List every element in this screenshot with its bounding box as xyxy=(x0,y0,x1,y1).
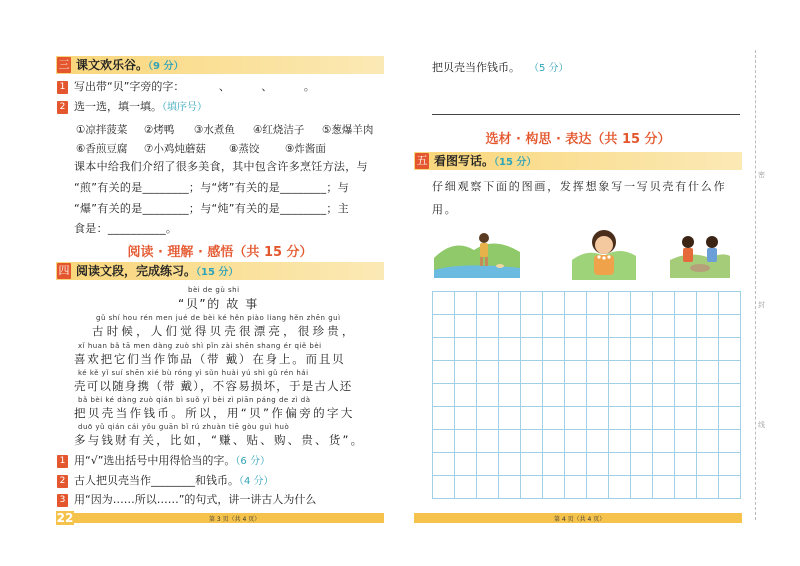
grid-cell[interactable] xyxy=(696,360,719,384)
left-footer-bar xyxy=(74,513,384,523)
grid-cell[interactable] xyxy=(696,291,719,315)
grid-cell[interactable] xyxy=(608,291,631,315)
story-line: 壳可以随身携（带 戴），不容易损坏，于是古人还 xyxy=(74,379,353,393)
grid-cell[interactable] xyxy=(454,429,477,453)
grid-cell[interactable] xyxy=(696,429,719,453)
instruction-line: 用。 xyxy=(432,203,458,216)
grid-cell[interactable] xyxy=(454,383,477,407)
food-option: ③水煮鱼 xyxy=(194,124,235,136)
paragraph-line: “煎”有关的是________；与“烤”有关的是________；与 xyxy=(74,181,349,194)
story-pinyin: ké kě yǐ suí shēn xié bù róng yì sǔn huài yú shì gǔ rén hái xyxy=(78,369,309,377)
story-line: 喜欢把它们当作饰品（带 戴）在身上。而且贝 xyxy=(74,352,346,366)
paragraph-line: “爆”有关的是________；与“炖”有关的是________；主 xyxy=(74,202,349,215)
story-title-pinyin: bèi de gù shi xyxy=(188,286,240,294)
grid-cell[interactable] xyxy=(674,452,697,476)
grid-cell[interactable] xyxy=(432,383,455,407)
grid-cell[interactable] xyxy=(454,337,477,361)
writing-banner: 选材 · 构思 · 表达（共 15 分） xyxy=(485,132,671,147)
r2-number: 2 xyxy=(57,475,68,488)
instruction-line: 仔细观察下面的图画，发挥想象写一写贝壳有什么作 xyxy=(432,180,727,193)
grid-cell[interactable] xyxy=(476,360,499,384)
grid-cell[interactable] xyxy=(608,314,631,338)
seal-mark: 封 xyxy=(758,301,765,309)
q1-blanks: 、 、 。 xyxy=(218,80,329,93)
q2-prompt: 选一选，填一填。 xyxy=(74,100,162,113)
picture-children-trading xyxy=(670,230,730,278)
grid-cell[interactable] xyxy=(498,429,521,453)
grid-cell[interactable] xyxy=(564,452,587,476)
grid-cell[interactable] xyxy=(476,383,499,407)
grid-cell[interactable] xyxy=(608,337,631,361)
grid-cell[interactable] xyxy=(498,337,521,361)
r2-score: （4 分） xyxy=(239,476,274,487)
grid-cell[interactable] xyxy=(542,291,565,315)
grid-cell[interactable] xyxy=(432,360,455,384)
story-title: “贝”的 故 事 xyxy=(178,297,259,311)
r1-score: （6 分） xyxy=(235,456,270,467)
r2-prompt: 古人把贝壳当作________和钱币。 xyxy=(74,474,239,487)
grid-cell[interactable] xyxy=(564,360,587,384)
grid-cell[interactable] xyxy=(674,475,697,499)
food-option: ⑦小鸡炖蘑菇 xyxy=(144,143,206,155)
food-option: ④红烧洁子 xyxy=(253,124,305,136)
story-pinyin: xǐ huan bǎ tā men dàng zuò shì pǐn zài shēn shang ér qiě bèi xyxy=(78,342,322,350)
grid-cell[interactable] xyxy=(674,360,697,384)
paragraph-line: 课本中给我们介绍了很多美食，其中包含许多烹饪方法，与 xyxy=(74,160,368,173)
paragraph-line: 食是：__________。 xyxy=(74,222,178,235)
grid-cell[interactable] xyxy=(454,475,477,499)
grid-cell[interactable] xyxy=(564,475,587,499)
grid-cell[interactable] xyxy=(674,406,697,430)
grid-cell[interactable] xyxy=(674,429,697,453)
right-footer-text: 第 4 页（共 4 页） xyxy=(554,516,606,523)
grid-cell[interactable] xyxy=(564,314,587,338)
grid-cell[interactable] xyxy=(718,452,741,476)
writing-grid[interactable] xyxy=(432,291,742,508)
section-4-score: （15 分） xyxy=(196,267,239,278)
grid-cell[interactable] xyxy=(476,452,499,476)
food-option: ⑨炸酱面 xyxy=(285,143,326,155)
picture-child-beach xyxy=(434,228,520,278)
grid-cell[interactable] xyxy=(652,360,675,384)
q1-text xyxy=(74,80,329,94)
grid-cell[interactable] xyxy=(542,429,565,453)
grid-cell[interactable] xyxy=(476,337,499,361)
grid-cell[interactable] xyxy=(586,337,609,361)
grid-cell[interactable] xyxy=(630,429,653,453)
grid-cell[interactable] xyxy=(652,406,675,430)
grid-cell[interactable] xyxy=(520,452,543,476)
grid-cell[interactable] xyxy=(674,314,697,338)
section-4-title: 阅读文段，完成练习。 xyxy=(76,264,197,278)
reading-banner: 阅读 · 理解 · 感悟（共 15 分） xyxy=(127,245,313,260)
grid-cell[interactable] xyxy=(652,429,675,453)
grid-cell[interactable] xyxy=(432,314,455,338)
grid-cell[interactable] xyxy=(454,360,477,384)
grid-cell[interactable] xyxy=(476,475,499,499)
grid-cell[interactable] xyxy=(498,360,521,384)
grid-cell[interactable] xyxy=(476,291,499,315)
grid-cell[interactable] xyxy=(542,314,565,338)
grid-cell[interactable] xyxy=(718,475,741,499)
grid-cell[interactable] xyxy=(608,452,631,476)
food-option: ⑥香煎豆腐 xyxy=(76,143,128,155)
grid-cell[interactable] xyxy=(630,452,653,476)
grid-cell[interactable] xyxy=(564,337,587,361)
r1-text xyxy=(74,454,270,469)
grid-cell[interactable] xyxy=(630,314,653,338)
page-number: 22 xyxy=(56,511,74,525)
grid-cell[interactable] xyxy=(586,291,609,315)
grid-cell[interactable] xyxy=(586,383,609,407)
grid-cell[interactable] xyxy=(520,475,543,499)
grid-cell[interactable] xyxy=(586,406,609,430)
grid-cell[interactable] xyxy=(520,337,543,361)
right-footer-bar xyxy=(414,513,742,523)
grid-cell[interactable] xyxy=(718,429,741,453)
grid-cell[interactable] xyxy=(520,429,543,453)
grid-cell[interactable] xyxy=(432,406,455,430)
r1-number: 1 xyxy=(57,455,68,468)
grid-cell[interactable] xyxy=(696,452,719,476)
grid-cell[interactable] xyxy=(652,383,675,407)
grid-cell[interactable] xyxy=(542,337,565,361)
grid-cell[interactable] xyxy=(696,337,719,361)
r1-prompt: 用“√”选出括号中用得恰当的字。 xyxy=(74,454,236,467)
section-5-header xyxy=(414,152,742,170)
grid-cell[interactable] xyxy=(432,452,455,476)
q2-text xyxy=(74,100,207,115)
grid-cell[interactable] xyxy=(696,383,719,407)
grid-cell[interactable] xyxy=(652,452,675,476)
q2-hint: （填序号） xyxy=(162,102,207,113)
grid-cell[interactable] xyxy=(564,429,587,453)
picture-girl-shell-necklace xyxy=(572,226,636,280)
grid-cell[interactable] xyxy=(630,360,653,384)
grid-cell[interactable] xyxy=(542,452,565,476)
grid-cell[interactable] xyxy=(718,314,741,338)
story-line: 多与钱财有关，比如，“赚、贴、购、贵、货”。 xyxy=(74,433,365,447)
grid-cell[interactable] xyxy=(718,406,741,430)
grid-cell[interactable] xyxy=(564,291,587,315)
seal-mark: 密 xyxy=(758,171,765,179)
grid-cell[interactable] xyxy=(498,475,521,499)
seal-line xyxy=(755,50,756,520)
left-footer-text: 第 3 页（共 4 页） xyxy=(209,516,261,523)
section-4-header xyxy=(56,262,384,280)
grid-cell[interactable] xyxy=(542,406,565,430)
grid-cell[interactable] xyxy=(454,314,477,338)
grid-cell[interactable] xyxy=(542,383,565,407)
grid-cell[interactable] xyxy=(652,291,675,315)
grid-cell[interactable] xyxy=(630,406,653,430)
grid-cell[interactable] xyxy=(476,314,499,338)
grid-cell[interactable] xyxy=(498,314,521,338)
grid-cell[interactable] xyxy=(542,360,565,384)
grid-cell[interactable] xyxy=(476,406,499,430)
grid-cell[interactable] xyxy=(674,291,697,315)
section-3-title: 课文欢乐谷。 xyxy=(76,58,149,72)
continuation-text xyxy=(432,61,569,76)
grid-cell[interactable] xyxy=(432,429,455,453)
food-option: ⑧蒸饺 xyxy=(229,143,260,155)
grid-cell[interactable] xyxy=(498,383,521,407)
grid-cell[interactable] xyxy=(520,314,543,338)
grid-cell[interactable] xyxy=(586,475,609,499)
story-line: 古时候，人们觉得贝壳很漂亮，很珍贵， xyxy=(92,324,357,338)
section-5-score: （15 分） xyxy=(494,157,537,168)
r2-text xyxy=(74,474,274,489)
grid-cell[interactable] xyxy=(718,360,741,384)
grid-cell[interactable] xyxy=(652,475,675,499)
grid-cell[interactable] xyxy=(542,475,565,499)
grid-cell[interactable] xyxy=(564,406,587,430)
grid-cell[interactable] xyxy=(652,314,675,338)
grid-cell[interactable] xyxy=(564,383,587,407)
section-5-title: 看图写话。 xyxy=(434,154,495,168)
grid-cell[interactable] xyxy=(498,452,521,476)
grid-cell[interactable] xyxy=(454,406,477,430)
food-option: ⑤葱爆羊肉 xyxy=(322,124,374,136)
section-3-score: （9 分） xyxy=(148,61,184,72)
story-pinyin: bǎ bèi ké dàng zuò qián bì suǒ yǐ bèi zì piān páng de zì dà xyxy=(78,396,311,404)
grid-cell[interactable] xyxy=(718,291,741,315)
grid-cell[interactable] xyxy=(608,475,631,499)
grid-cell[interactable] xyxy=(498,291,521,315)
grid-cell[interactable] xyxy=(520,291,543,315)
grid-cell[interactable] xyxy=(696,406,719,430)
grid-cell[interactable] xyxy=(608,360,631,384)
grid-cell[interactable] xyxy=(498,406,521,430)
grid-cell[interactable] xyxy=(696,475,719,499)
section-5-number: 五 xyxy=(416,154,428,167)
r3-number: 3 xyxy=(57,494,68,507)
grid-cell[interactable] xyxy=(520,406,543,430)
grid-cell[interactable] xyxy=(586,452,609,476)
r3-text: 用“因为……所以……”的句式，讲一讲古人为什么 xyxy=(74,493,317,506)
continuation-score: （5 分） xyxy=(534,63,569,74)
seal-mark: 线 xyxy=(758,421,765,429)
q1-number: 1 xyxy=(57,81,68,94)
grid-cell[interactable] xyxy=(696,314,719,338)
grid-cell[interactable] xyxy=(454,452,477,476)
section-3-number: 三 xyxy=(58,58,70,71)
food-option: ②烤鸭 xyxy=(144,124,175,136)
grid-cell[interactable] xyxy=(608,406,631,430)
grid-cell[interactable] xyxy=(586,314,609,338)
grid-cell[interactable] xyxy=(630,383,653,407)
grid-cell[interactable] xyxy=(520,360,543,384)
grid-cell[interactable] xyxy=(432,337,455,361)
story-pinyin: gǔ shí hou rén men jué de bèi ké hěn piào liang hěn zhēn guì xyxy=(96,314,341,322)
story-line: 把贝壳当作钱币。所以，用“贝”作偏旁的字大 xyxy=(74,406,355,420)
grid-cell[interactable] xyxy=(454,291,477,315)
answer-line xyxy=(432,114,740,115)
food-option: ①凉拌菠菜 xyxy=(76,124,128,136)
grid-cell[interactable] xyxy=(432,291,455,315)
grid-cell[interactable] xyxy=(718,383,741,407)
q2-number: 2 xyxy=(57,101,68,114)
grid-cell[interactable] xyxy=(630,475,653,499)
grid-cell[interactable] xyxy=(432,475,455,499)
grid-cell[interactable] xyxy=(476,429,499,453)
grid-cell[interactable] xyxy=(674,337,697,361)
grid-cell[interactable] xyxy=(586,360,609,384)
grid-cell[interactable] xyxy=(674,383,697,407)
section-4-number: 四 xyxy=(58,264,70,277)
q1-prompt: 写出带“贝”字旁的字： xyxy=(74,80,179,93)
grid-cell[interactable] xyxy=(608,429,631,453)
grid-cell[interactable] xyxy=(520,383,543,407)
story-pinyin: duō yǔ qián cái yǒu guān bǐ rú zhuàn tiē gòu guì huò xyxy=(78,423,290,431)
grid-cell[interactable] xyxy=(630,291,653,315)
grid-cell[interactable] xyxy=(608,383,631,407)
grid-cell[interactable] xyxy=(630,337,653,361)
grid-cell[interactable] xyxy=(586,429,609,453)
section-3-header xyxy=(56,56,384,74)
grid-cell[interactable] xyxy=(652,337,675,361)
grid-cell[interactable] xyxy=(718,337,741,361)
continuation-prompt: 把贝壳当作钱币。 xyxy=(432,61,520,74)
